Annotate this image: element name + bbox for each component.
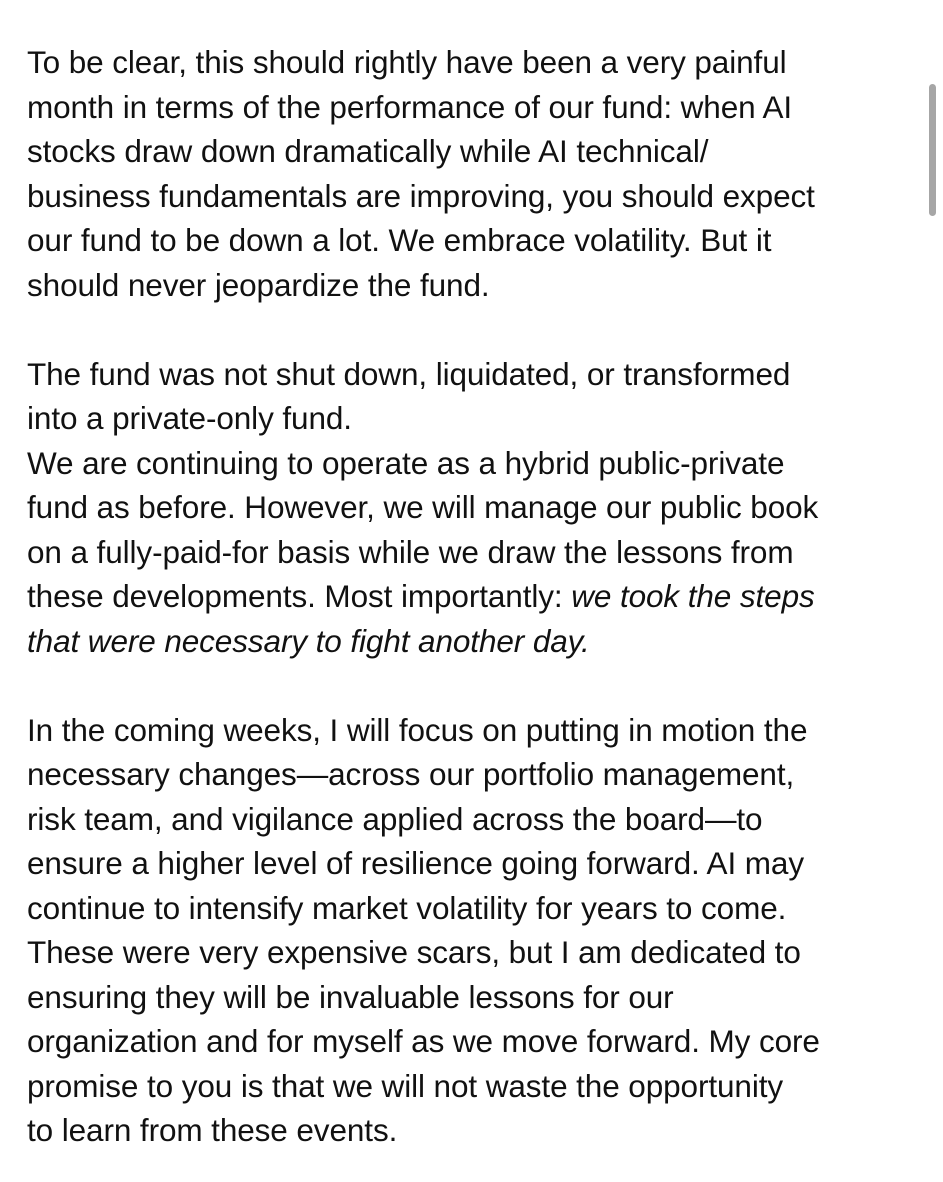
text-line: stocks draw down dramatically while AI technical/ <box>27 133 709 169</box>
text-line: to learn from these events. <box>27 1112 398 1148</box>
text-line-mixed <box>27 574 922 619</box>
text-line: To be clear, this should rightly have been a very painful <box>27 44 787 80</box>
text-line: necessary changes—across our portfolio management, <box>27 756 795 792</box>
text-line: month in terms of the performance of our fund: when AI <box>27 88 793 125</box>
text-line: risk team, and vigilance applied across the board—to <box>27 800 763 837</box>
text-line: promise to you is that we will not waste the opportunity <box>27 1067 784 1104</box>
text-line: fund as before. However, we will manage our public book <box>27 489 819 525</box>
text-line: The fund was not shut down, liquidated, or transformed <box>27 355 791 392</box>
paragraph-next-steps <box>27 708 922 1153</box>
letter-text <box>27 40 922 1153</box>
text-line: business fundamentals are improving, you should expect <box>27 177 815 214</box>
regular-text: these developments. Most importantly: <box>27 578 572 614</box>
text-line: continue to intensify market volatility for years to come. <box>27 889 787 926</box>
italic-text: we took the steps <box>571 578 815 614</box>
text-line: into a private-only fund. <box>27 400 352 436</box>
paragraph-volatility <box>27 40 922 307</box>
text-line: We are continuing to operate as a hybrid public-private <box>27 444 785 481</box>
paragraph-fund-status <box>27 352 922 664</box>
paragraph-spacer <box>27 663 922 708</box>
italic-text-line: that were necessary to fight another day. <box>27 622 590 659</box>
text-line: In the coming weeks, I will focus on putting in motion the <box>27 711 808 748</box>
text-line: should never jeopardize the fund. <box>27 266 490 303</box>
text-line: These were very expensive scars, but I am dedicated to <box>27 934 801 970</box>
text-line: ensuring they will be invaluable lessons for our <box>27 978 674 1015</box>
text-line: organization and for myself as we move forward. My core <box>27 1023 820 1059</box>
paragraph-spacer <box>27 307 922 352</box>
vertical-scrollbar[interactable] <box>929 84 936 216</box>
text-line: our fund to be down a lot. We embrace volatility. But it <box>27 222 772 258</box>
text-line: on a fully-paid-for basis while we draw the lessons from <box>27 533 794 570</box>
text-line: ensure a higher level of resilience going forward. AI may <box>27 845 804 881</box>
